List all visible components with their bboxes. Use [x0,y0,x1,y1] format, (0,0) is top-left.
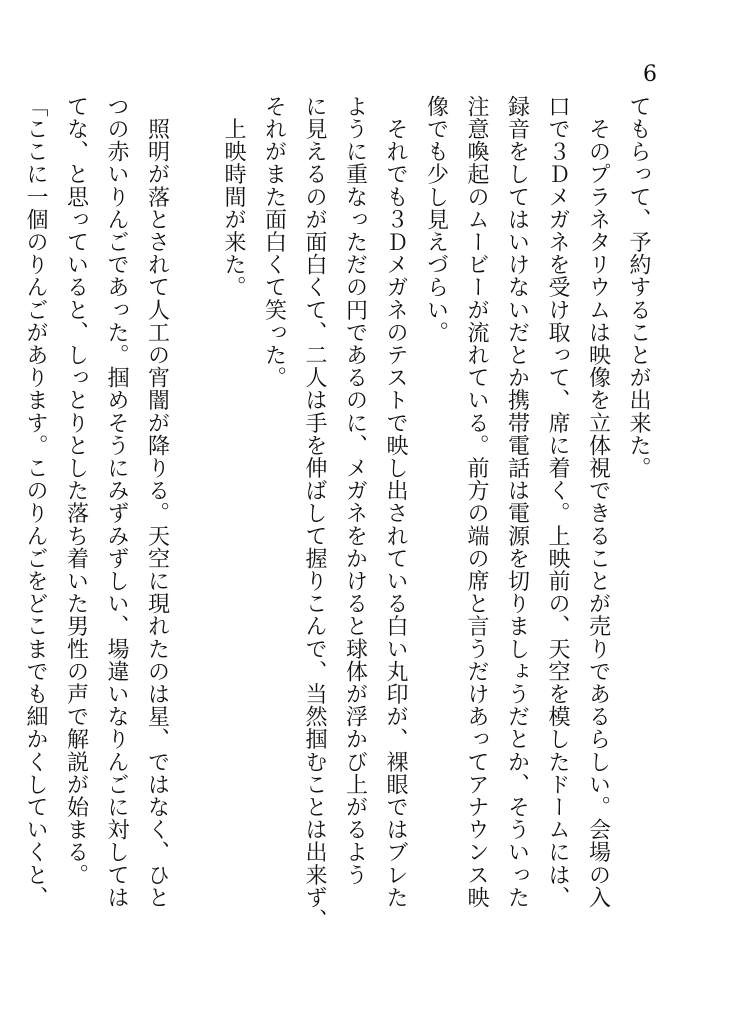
text-column: 録音をしてはいけないだとか携帯電話は電源を切りましょうだとか、そういった [504,95,530,909]
text-column: てな、と思っていると、しっとりとした落ち着いた男性の声で解説が始まる。 [63,95,89,886]
text-column: ように重なっただの円であるのに、メガネをかけると球体が浮かび上がるよう [342,95,368,886]
text-column: 像でも少し見えづらい。 [423,95,449,344]
text-column: 口で３Ｄメガネを受け取って、席に着く。上映前の、天空を模したドームには、 [545,95,570,909]
text-column: つの赤いりんごであった。掴めそうにみずみずしい、場違いなりんごに対しては [104,95,129,909]
body-text [18,95,658,975]
text-column: それがまた面白くて笑った。 [261,95,287,389]
text-column: それでも３Ｄメガネのテストで映し出されている白い丸印が、裸眼ではブレた [383,95,408,909]
text-column: 「ここに一個のりんごがあります。このりんごをどこまでも細かくしていくと、 [23,95,48,909]
page-number: 6 [643,62,657,87]
text-column: 注意喚起のムービーが流れている。前方の端の席と言うだけあってアナウンス映 [464,95,489,909]
text-column: てもらって、予約することが出来た。 [626,95,651,480]
text-column: 上映時間が来た。 [221,95,246,299]
text-column: 照明が落とされて人工の宵闇が降りる。天空に現れたのは星、ではなく、ひと [144,95,170,909]
text-column: に見えるのが面白くて、二人は手を伸ばして握りこんで、当然掴むことは出来ず、 [302,95,327,932]
text-column: そのプラネタリウムは映像を立体視できることが売りであるらしい。会場の入 [585,95,611,909]
